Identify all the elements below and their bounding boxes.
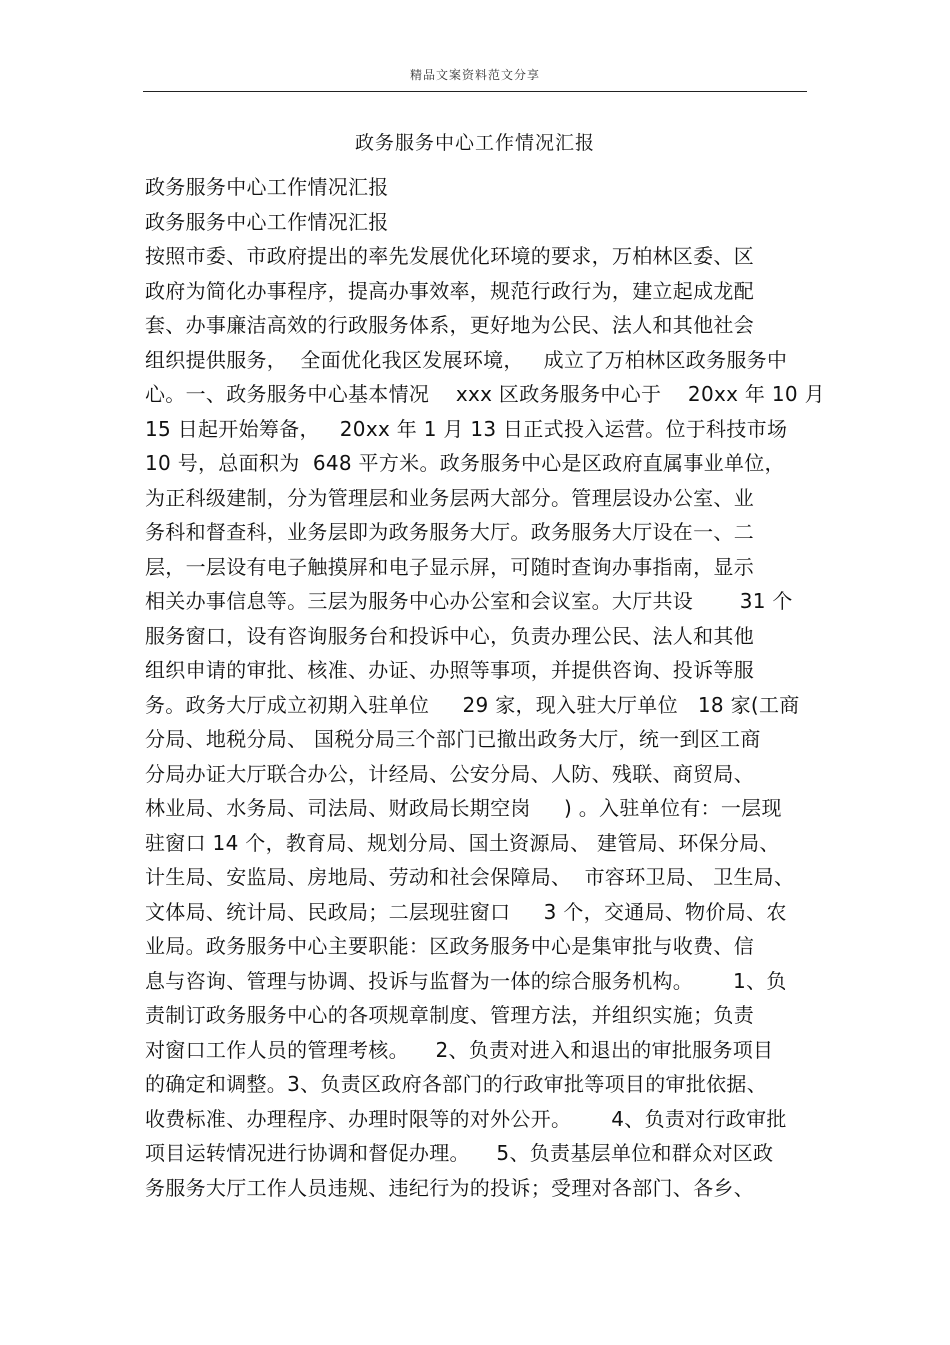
body-line: 15 日起开始筹备， 20xx 年 1 月 13 日正式投入运营。位于科技市场 (145, 416, 788, 441)
body-line: 政务服务中心工作情况汇报 (145, 209, 389, 234)
body-line: 政务服务中心工作情况汇报 (145, 175, 389, 199)
body-line: 按照市委、市政府提出的率先发展优化环境的要求，万柏林区委、区 (145, 244, 754, 268)
body-line: 收费标准、办理程序、办理时限等的对外公开。 4、负责对行政审批 (145, 1106, 787, 1131)
body-line: 套、办事廉洁高效的行政服务体系，更好地为公民、法人和其他社会 (145, 313, 754, 337)
body-line: 项目运转情况进行协调和督促办理。 5、负责基层单位和群众对区政 (145, 1141, 774, 1165)
body-line: 为正科级建制，分为管理层和业务层两大部分。管理层设办公室、业 (145, 485, 754, 510)
body-line: 组织提供服务， 全面优化我区发展环境， 成立了万柏林区政务服务中 (145, 347, 788, 372)
body-line: 政府为简化办事程序，提高办事效率，规范行政行为，建立起成龙配 (145, 278, 754, 303)
body-line: 10 号，总面积为 648 平方米。政务服务中心是区政府直属事业单位， (145, 451, 785, 475)
body-line: 务服务大厅工作人员违规、违纪行为的投诉；受理对各部门、各乡、 (145, 1175, 754, 1200)
body-line: 业局。政务服务中心主要职能：区政务服务中心是集审批与收费、信 (145, 934, 754, 958)
body-line: 分局、地税分局、 国税分局三个部门已撤出政务大厅，统一到区工商 (145, 727, 761, 751)
body-line: 计生局、安监局、房地局、劳动和社会保障局、 市容环卫局、 卫生局、 (145, 865, 795, 889)
page-header-text: 精品文案资料范文分享 (409, 68, 540, 82)
body-line: 相关办事信息等。三层为服务中心办公室和会议室。大厅共设 31 个 (145, 589, 793, 613)
body-line: 文体局、统计局、民政局；二层现驻窗口 3 个，交通局、物价局、农 (145, 899, 787, 924)
body-line: 责制订政务服务中心的各项规章制度、管理方法，并组织实施；负责 (145, 1003, 754, 1027)
body-line: 分局办证大厅联合办公，计经局、公安分局、人防、残联、商贸局、 (145, 761, 754, 786)
body-line: 心。一、政务服务中心基本情况 xxx 区政务服务中心于 20xx 年 10 月 (145, 382, 825, 406)
document-body (145, 173, 825, 1208)
body-line: 的确定和调整。3、负责区政府各部门的行政审批等项目的审批依据、 (145, 1072, 768, 1096)
body-line: 务。政务大厅成立初期入驻单位 29 家，现入驻大厅单位 18 家(工商 (145, 692, 800, 717)
body-line: 服务窗口，设有咨询服务台和投诉中心，负责办理公民、法人和其他 (145, 623, 754, 648)
body-line: 层，一层设有电子触摸屏和电子显示屏，可随时查询办事指南，显示 (145, 554, 754, 579)
body-line: 务科和督查科，业务层即为政务服务大厅。政务服务大厅设在一、二 (145, 520, 754, 544)
body-line: 驻窗口 14 个，教育局、规划分局、国土资源局、 建管局、环保分局、 (145, 830, 780, 855)
document-title: 政务服务中心工作情况汇报 (354, 132, 595, 154)
header-divider (143, 91, 807, 92)
body-line: 林业局、水务局、司法局、财政局长期空岗 ) 。入驻单位有：一层现 (145, 796, 782, 820)
body-line: 对窗口工作人员的管理考核。 2、负责对进入和退出的审批服务项目 (145, 1037, 774, 1062)
body-line: 息与咨询、管理与协调、投诉与监督为一体的综合服务机构。 1、负 (145, 968, 787, 993)
body-line: 组织申请的审批、核准、办证、办照等事项，并提供咨询、投诉等服 (145, 658, 754, 682)
